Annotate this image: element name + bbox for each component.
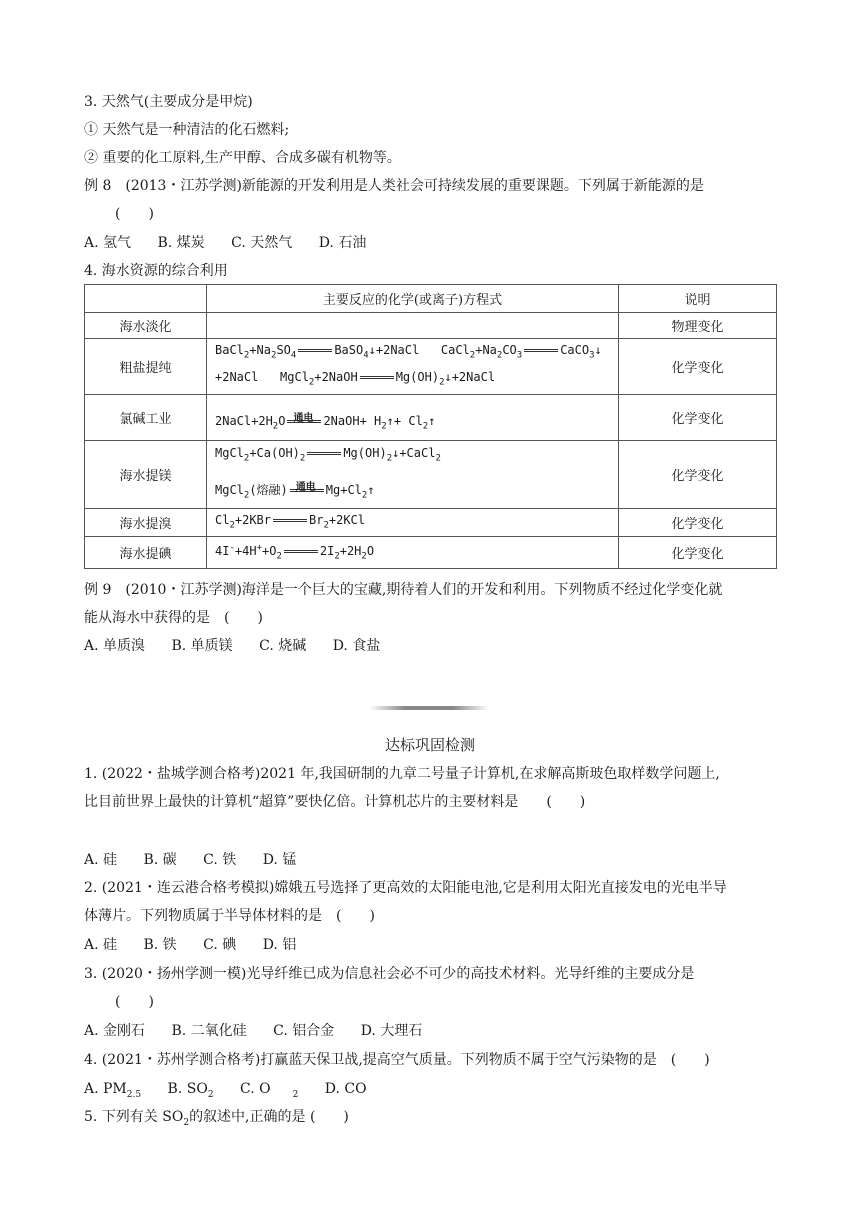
example8-options [84, 233, 388, 253]
option-c: C. 碘 [203, 937, 237, 953]
option-b: B. 铁 [143, 937, 177, 953]
seawater-table [84, 284, 777, 569]
option-a: A. 硅 [84, 852, 118, 868]
header-note: 说明 [619, 285, 777, 313]
q4-options [84, 1079, 389, 1105]
equation-chloralkali: $2NaCl+2H_2O$ 通电 2NaOH+ $H_2↑+$ $Cl_2↑$ [207, 394, 619, 440]
row-note: 化学变化 [619, 339, 777, 395]
equation-salt: $BaCl_2+Na_2SO_4$ BaSO$_4$↓+2NaCl $CaCl_2+Na_2CO_3$ CaCO$_3$↓ +2NaCl MgCl$_2$+2NaOH $Mg(OH)_2↓+2NaCl$ [207, 339, 619, 395]
option-d: D. 锰 [262, 852, 297, 868]
section3-heading: 3. 天然气(主要成分是甲烷) [84, 94, 253, 110]
option-c: C. 铁 [203, 852, 237, 868]
row-note: 化学变化 [619, 508, 777, 536]
row-name: 海水提碘 [85, 537, 207, 568]
option-b: B. 煤炭 [157, 235, 205, 251]
row-note: 化学变化 [619, 440, 777, 508]
option-c: C. O $_2$ [240, 1081, 299, 1100]
option-d: D. CO [324, 1081, 367, 1097]
molten-label: (熔融) [249, 483, 288, 498]
option-a: A. 单质溴 [84, 638, 146, 654]
option-a: A. 氢气 [84, 235, 132, 251]
option-d: D. 食盐 [332, 638, 381, 654]
example8-stem: 例 8 (2013・江苏学测)新能源的开发利用是人类社会可持续发展的重要课题。下列属于新能源的是 [84, 178, 704, 194]
option-a: A. $PM_{2.5}$ [84, 1081, 142, 1100]
option-b: B. 碳 [143, 852, 177, 868]
option-b: B. $SO_2$ [167, 1081, 214, 1100]
condition-label: 通电 [293, 412, 314, 424]
equation-bromine: $Cl_2+2KBr$ $Br_2+2KCl$ [207, 508, 619, 536]
q2-stem-cont: 体薄片。下列物质属于半导体材料的是 ( ) [84, 908, 375, 924]
option-a: A. 金刚石 [84, 1023, 146, 1039]
option-d: D. 石油 [318, 235, 367, 251]
row-name: 海水淡化 [85, 313, 207, 339]
q1-options [84, 850, 318, 870]
row-note: 化学变化 [619, 394, 777, 440]
q2-stem: 2. (2021・连云港合格考模拟)嫦娥五号选择了更高效的太阳能电池,它是利用太阳光直接发电的光电半导 [84, 880, 727, 896]
q2-options [84, 935, 318, 955]
option-d: D. 大理石 [360, 1023, 423, 1039]
example8-bracket: ( ) [115, 206, 154, 222]
test-title: 达标巩固检测 [384, 736, 475, 754]
equation-iodine: $4I^-+4H^++O_2$ $2I_2+2H_2O$ [207, 537, 619, 568]
q4-stem: 4. (2021・苏州学测合格考)打赢蓝天保卫战,提高空气质量。下列物质不属于空气污染物的是 ( ) [84, 1052, 710, 1068]
section4-heading: 4. 海水资源的综合利用 [84, 263, 228, 279]
q1-stem: 1. (2022・盐城学测合格考)2021 年,我国研制的九章二号量子计算机,在求解高斯玻色取样数学问题上, [84, 766, 720, 782]
option-b: B. 单质镁 [171, 638, 233, 654]
option-c: C. 铝合金 [273, 1023, 335, 1039]
example9-stem: 例 9 (2010・江苏学测)海洋是一个巨大的宝藏,期待着人们的开发和利用。下列物质不经过化学变化就 [84, 582, 723, 598]
header-equation: 主要反应的化学(或离子)方程式 [207, 285, 619, 313]
q5-stem: 5. 下列有关 $SO_2$的叙述中,正确的是 ( ) [84, 1109, 349, 1128]
option-a: A. 硅 [84, 937, 118, 953]
row-name: 海水提镁 [85, 440, 207, 508]
q3-stem: 3. (2020・扬州学测一模)光导纤维已成为信息社会必不可少的高技术材料。光导纤维的主要成分是 [84, 966, 695, 982]
condition-label: 通电 [295, 482, 316, 494]
example9-options [84, 636, 402, 656]
option-c: C. 烧碱 [259, 638, 307, 654]
row-name: 粗盐提纯 [85, 339, 207, 395]
row-note: 物理变化 [619, 313, 777, 339]
option-b: B. 二氧化硅 [171, 1023, 247, 1039]
section3-point1: ① 天然气是一种清洁的化石燃料; [84, 122, 290, 138]
section3-point2: ② 重要的化工原料,生产甲醇、合成多碳有机物等。 [84, 150, 401, 166]
section-divider [369, 706, 489, 710]
equation-magnesium: $MgCl_2+Ca(OH)_2$ $Mg(OH)_2↓+CaCl_2$ MgCl$_2$(熔融) 通电 $Mg+Cl_2↑$ [207, 440, 619, 508]
row-note: 化学变化 [619, 537, 777, 568]
row-name: 海水提溴 [85, 508, 207, 536]
option-d: D. 铝 [262, 937, 297, 953]
option-c: C. 天然气 [231, 235, 293, 251]
q1-stem-cont: 比目前世界上最快的计算机“超算”要快亿倍。计算机芯片的主要材料是 ( ) [84, 794, 586, 810]
row-name: 氯碱工业 [85, 394, 207, 440]
q3-options [84, 1021, 444, 1041]
example9-stem-cont: 能从海水中获得的是 ( ) [84, 610, 263, 626]
q3-bracket: ( ) [115, 994, 154, 1010]
